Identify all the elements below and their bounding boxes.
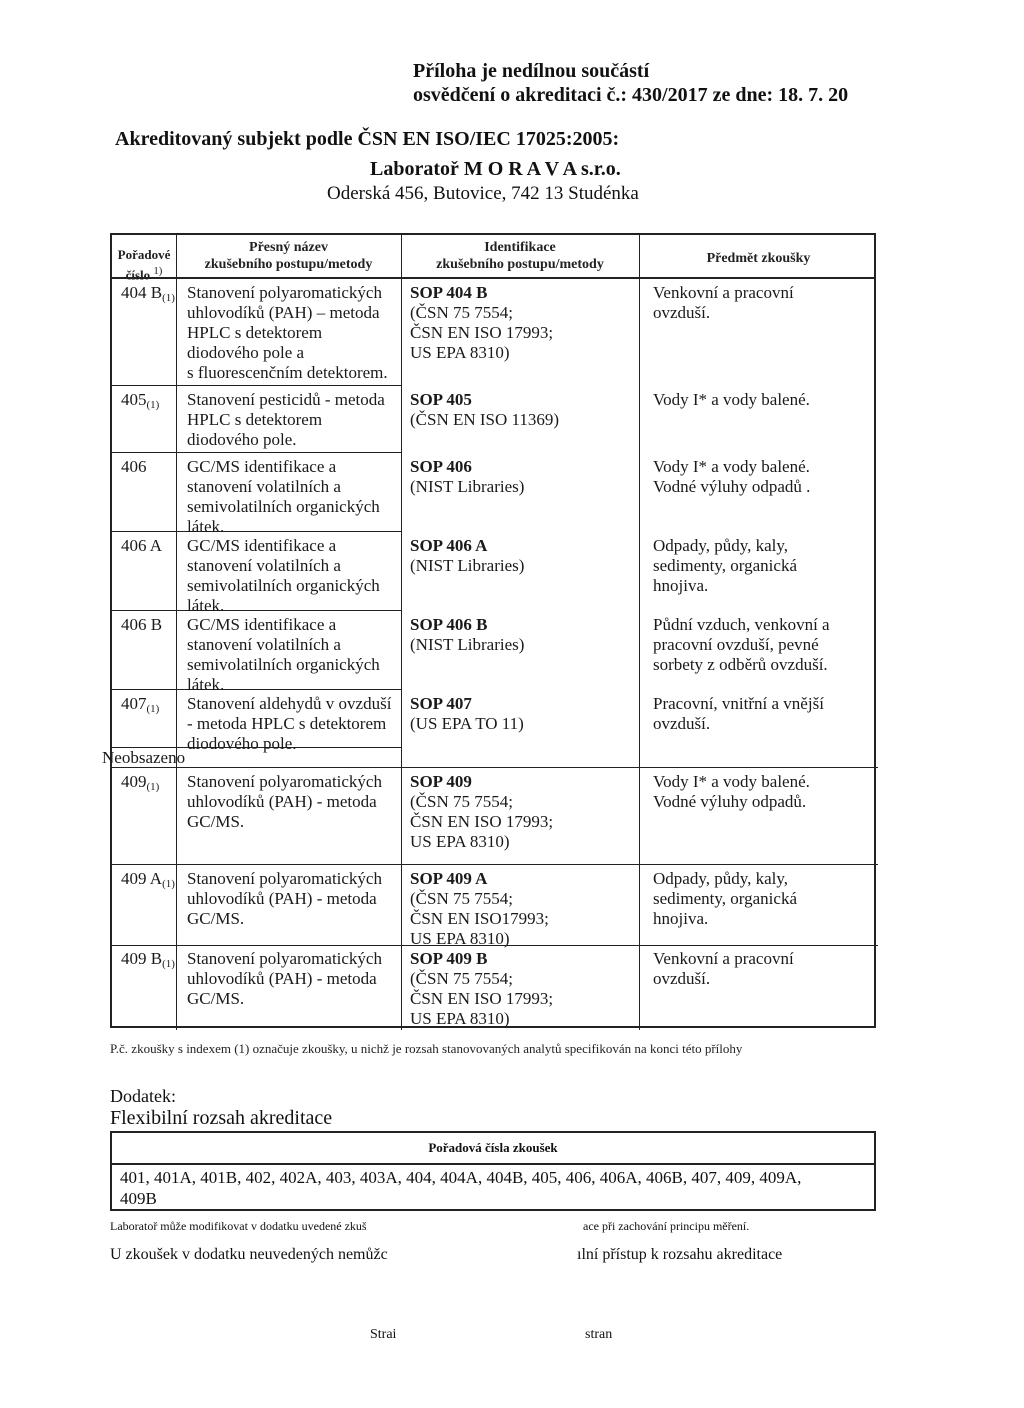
- header-line-1: Příloha je nedílnou součástí: [413, 60, 650, 82]
- method-name-line: Stanovení polyaromatických: [187, 869, 382, 888]
- method-name-line: Stanovení pesticidů - metoda: [187, 390, 385, 409]
- test-subject: [653, 536, 797, 596]
- method-ident-line: SOP 406: [410, 457, 472, 476]
- test-subject: [653, 949, 794, 989]
- method-ident-line: (NIST Libraries): [410, 477, 525, 496]
- test-subject-line: ovzduší.: [653, 969, 711, 988]
- method-name-line: diodového pole.: [187, 734, 297, 753]
- test-subject-line: Půdní vzduch, venkovní a: [653, 615, 830, 634]
- col-header-ident-l1: Identifikace: [484, 240, 556, 255]
- method-ident-line: ČSN EN ISO 17993;: [410, 812, 554, 831]
- row-index-marker: (1): [146, 781, 160, 793]
- addendum-table: [110, 1131, 876, 1211]
- col-divider-2: [401, 235, 402, 1030]
- method-ident: [410, 694, 524, 734]
- col-header-number-sup: 1): [153, 265, 163, 277]
- method-ident-line: SOP 407: [410, 694, 472, 713]
- method-ident: [410, 536, 524, 576]
- col-header-name: [176, 239, 401, 273]
- test-subject-line: ovzduší.: [653, 303, 711, 322]
- method-name-line: látek.: [187, 596, 225, 615]
- col-header-ident-l2: zkušebního postupu/metody: [436, 257, 604, 272]
- row-number-text: 409 B: [121, 949, 163, 968]
- method-name-line: GC/MS.: [187, 909, 245, 928]
- addendum-table-header: Pořadová čísla zkoušek: [112, 1133, 874, 1165]
- col-header-name-l2: zkušebního postupu/metody: [204, 257, 373, 272]
- col-header-number: [112, 246, 176, 283]
- row-number: [121, 283, 175, 308]
- header-separator: [112, 277, 874, 279]
- test-subject: [653, 390, 810, 410]
- col-header-number-l2: číslo: [125, 267, 151, 283]
- col-divider-1: [176, 235, 177, 1030]
- note-small-right: ace při zachování principu měření.: [583, 1219, 750, 1233]
- method-name-line: Stanovení polyaromatických: [187, 283, 382, 302]
- lab-address: Oderská 456, Butovice, 742 13 Studénka: [327, 183, 639, 204]
- method-ident-line: US EPA 8310): [410, 832, 510, 851]
- method-name-line: GC/MS identifikace a: [187, 615, 337, 634]
- page-number-left: Strai: [370, 1327, 397, 1342]
- row-index-marker: (1): [162, 958, 175, 970]
- row-number-text: 409: [121, 772, 147, 791]
- method-name-line: uhlovodíků (PAH) - metoda: [187, 792, 377, 811]
- col-header-subject: [639, 250, 878, 267]
- col-header-number-l1: Pořadové: [117, 247, 171, 262]
- test-subject-line: sedimenty, organická: [653, 556, 797, 575]
- method-ident-line: US EPA 8310): [410, 1009, 510, 1028]
- col-header-ident: [401, 239, 639, 273]
- method-ident: [410, 949, 553, 1029]
- method-name: [187, 536, 380, 616]
- row-line: [112, 452, 402, 453]
- addendum-label: Dodatek:: [110, 1086, 176, 1106]
- method-ident-line: (NIST Libraries): [410, 635, 525, 654]
- row-number-text: 404 B: [121, 283, 163, 302]
- method-ident-line: SOP 409: [410, 772, 472, 791]
- row-number: [121, 536, 162, 556]
- addendum-numbers-line-1: 401, 401A, 401B, 402, 402A, 403, 403A, 404, 404A, 404B, 405, 406, 406A, 406B, 407, 409, 409A,: [120, 1168, 802, 1187]
- test-subject-line: Venkovní a pracovní: [653, 283, 794, 302]
- row-number: [121, 457, 147, 477]
- method-ident: [410, 772, 553, 852]
- method-name: [187, 457, 380, 537]
- row-number-text: 405: [121, 390, 147, 409]
- test-subject-line: Odpady, půdy, kaly,: [653, 869, 789, 888]
- test-subject: [653, 283, 794, 323]
- method-name-line: uhlovodíků (PAH) – metoda: [187, 303, 380, 322]
- row-number-text: 406: [121, 457, 147, 476]
- method-ident-line: (ČSN 75 7554;: [410, 792, 513, 811]
- method-name-line: stanovení volatilních a: [187, 635, 341, 654]
- row-number: [121, 772, 159, 797]
- method-name-line: GC/MS identifikace a: [187, 457, 337, 476]
- method-ident-line: (NIST Libraries): [410, 556, 525, 575]
- note-small-left: Laboratoř může modifikovat v dodatku uvedené zkuš: [110, 1219, 367, 1233]
- method-ident-line: SOP 404 B: [410, 283, 488, 302]
- method-ident-line: (ČSN EN ISO 11369): [410, 410, 560, 429]
- test-subject-line: sorbety z odběrů ovzduší.: [653, 655, 828, 674]
- method-name-line: látek.: [187, 675, 225, 694]
- method-ident-line: ČSN EN ISO17993;: [410, 909, 549, 928]
- method-name-line: HPLC s detektorem: [187, 323, 323, 342]
- method-name: [187, 772, 382, 832]
- method-name-line: GC/MS identifikace a: [187, 536, 337, 555]
- col-header-subject-text: Předmět zkoušky: [706, 251, 811, 266]
- test-subject-line: Vody I* a vody balené.: [653, 457, 810, 476]
- test-subject-line: Vody I* a vody balené.: [653, 390, 810, 409]
- method-name-line: uhlovodíků (PAH) - metoda: [187, 889, 377, 908]
- addendum-title: Flexibilní rozsah akreditace: [110, 1107, 333, 1129]
- method-name-line: semivolatilních organických: [187, 576, 380, 595]
- method-ident-line: (ČSN 75 7554;: [410, 889, 513, 908]
- row-number-text: 406 B: [121, 615, 163, 634]
- method-name-line: Stanovení aldehydů v ovzduší: [187, 694, 392, 713]
- method-name: [187, 949, 382, 1009]
- row-number: [121, 694, 159, 719]
- method-ident-line: ČSN EN ISO 17993;: [410, 989, 554, 1008]
- row-number: [121, 869, 175, 894]
- method-name: [187, 615, 380, 695]
- method-name-line: uhlovodíků (PAH) - metoda: [187, 969, 377, 988]
- method-ident-line: SOP 406 B: [410, 615, 488, 634]
- test-subject: [653, 615, 830, 675]
- method-name-line: GC/MS.: [187, 989, 245, 1008]
- method-name-line: diodového pole.: [187, 430, 297, 449]
- row-number: [121, 615, 162, 635]
- test-subject-line: ovzduší.: [653, 714, 711, 733]
- method-ident: [410, 390, 559, 430]
- test-subject-line: pracovní ovzduší, pevné: [653, 635, 819, 654]
- method-name-line: Stanovení polyaromatických: [187, 949, 382, 968]
- method-ident: [410, 615, 524, 655]
- method-name: [187, 390, 385, 450]
- method-ident-line: (US EPA TO 11): [410, 714, 524, 733]
- method-ident: [410, 457, 524, 497]
- header-line-2: osvědčení o akreditaci č.: 430/2017 ze dne: 18. 7. 20: [413, 84, 849, 106]
- addendum-numbers-line-2: 409B: [120, 1189, 157, 1208]
- row-index-marker: (1): [146, 399, 160, 411]
- method-ident: [410, 283, 553, 363]
- method-name-line: stanovení volatilních a: [187, 477, 341, 496]
- row-index-marker: (1): [162, 878, 175, 890]
- method-ident-line: US EPA 8310): [410, 929, 510, 948]
- lab-name: Laboratoř M O R A V A s.r.o.: [370, 158, 621, 180]
- row-index-marker: (1): [162, 292, 175, 304]
- method-ident-line: SOP 406 A: [410, 536, 488, 555]
- test-subject-line: Vodné výluhy odpadů.: [653, 792, 807, 811]
- method-name: [187, 283, 388, 383]
- row-line: [112, 864, 878, 865]
- row-line: [112, 385, 402, 386]
- header-line-3: Akreditovaný subjekt podle ČSN EN ISO/IEC 17025:2005:: [115, 128, 620, 150]
- method-name-line: semivolatilních organických: [187, 497, 380, 516]
- footnote: P.č. zkoušky s indexem (1) označuje zkoušky, u nichž je rozsah stanovovaných analytů specifikován na konci této přílohy: [110, 1041, 743, 1056]
- method-name-line: Stanovení polyaromatických: [187, 772, 382, 791]
- row-index-marker: (1): [146, 703, 160, 715]
- method-ident-line: SOP 409 B: [410, 949, 488, 968]
- test-subject-line: Odpady, půdy, kaly,: [653, 536, 789, 555]
- test-subject-line: hnojiva.: [653, 576, 709, 595]
- row-number: [121, 390, 159, 415]
- row-number-text: 406 A: [121, 536, 163, 555]
- method-name-line: s fluorescenčním detektorem.: [187, 363, 388, 382]
- method-name-line: - metoda HPLC s detektorem: [187, 714, 387, 733]
- test-subject-line: Vodné výluhy odpadů .: [653, 477, 811, 496]
- method-name-line: diodového pole a: [187, 343, 305, 362]
- test-subject-line: Pracovní, vnitřní a vnější: [653, 694, 824, 713]
- method-ident-line: US EPA 8310): [410, 343, 510, 362]
- row-number-text: 409 A: [121, 869, 163, 888]
- method-ident-line: (ČSN 75 7554;: [410, 969, 513, 988]
- addendum-table-body: [120, 1167, 866, 1209]
- method-name: [187, 694, 391, 754]
- note-right: ılní přístup k rozsahu akreditace: [577, 1246, 783, 1263]
- method-ident: [410, 869, 549, 949]
- test-subject: [653, 457, 810, 497]
- method-name-line: stanovení volatilních a: [187, 556, 341, 575]
- unoccupied-row: Neobsazeno: [102, 748, 186, 767]
- method-ident-line: SOP 409 A: [410, 869, 488, 888]
- method-name-line: HPLC s detektorem: [187, 410, 323, 429]
- test-subject-line: hnojiva.: [653, 909, 709, 928]
- row-number: [121, 949, 175, 974]
- test-subject: [653, 694, 824, 734]
- test-subject-line: Vody I* a vody balené.: [653, 772, 810, 791]
- method-name-line: semivolatilních organických: [187, 655, 380, 674]
- test-subject: [653, 772, 810, 812]
- method-ident-line: ČSN EN ISO 17993;: [410, 323, 554, 342]
- row-number-text: 407: [121, 694, 147, 713]
- method-name: [187, 869, 382, 929]
- col-divider-3: [639, 235, 640, 1030]
- method-ident-line: SOP 405: [410, 390, 472, 409]
- row-line: [112, 767, 878, 768]
- test-subject-line: sedimenty, organická: [653, 889, 797, 908]
- test-subject: [653, 869, 797, 929]
- col-header-name-l1: Přesný název: [249, 240, 328, 255]
- method-ident-line: (ČSN 75 7554;: [410, 303, 513, 322]
- note-left: U zkoušek v dodatku neuvedených nemůžc: [110, 1246, 388, 1263]
- accreditation-table: [102, 233, 876, 1028]
- method-name-line: GC/MS.: [187, 812, 245, 831]
- page-number-right: stran: [585, 1327, 613, 1342]
- test-subject-line: Venkovní a pracovní: [653, 949, 794, 968]
- method-name-line: látek.: [187, 517, 225, 536]
